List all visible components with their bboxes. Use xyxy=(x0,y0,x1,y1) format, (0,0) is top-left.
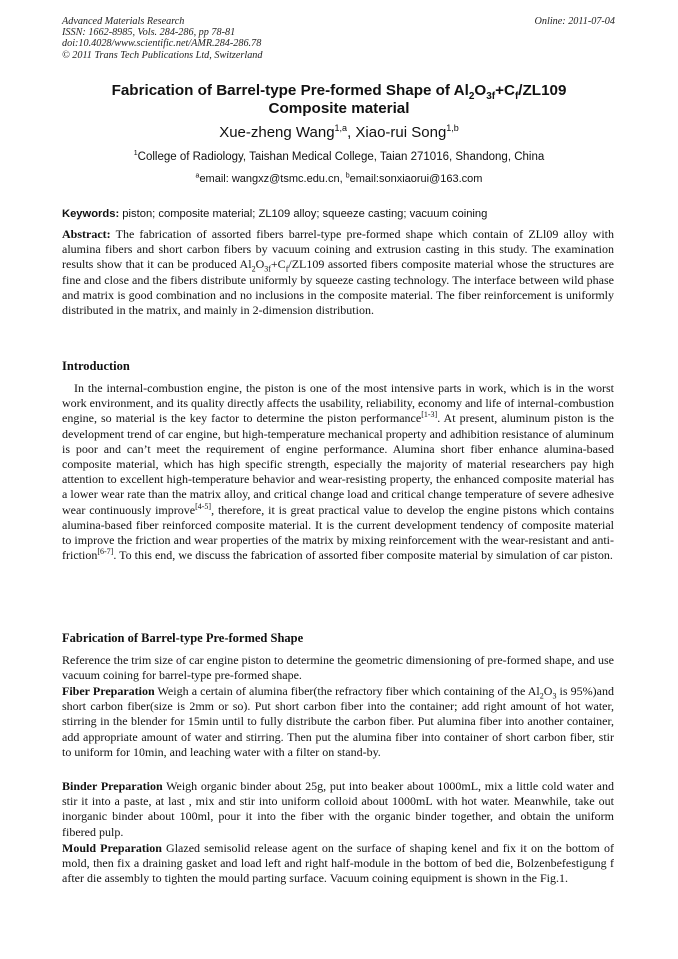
issn-line: ISSN: 1662-8985, Vols. 284-286, pp 78-81 xyxy=(62,27,236,39)
introduction-heading: Introduction xyxy=(62,359,130,373)
author-2: Xiao-rui Song xyxy=(355,124,447,141)
mould-preparation-label: Mould Preparation xyxy=(62,841,162,855)
keywords-label: Keywords: xyxy=(62,208,120,220)
introduction-paragraph: In the internal-combustion engine, the piston is one of the most intensive parts in work, which is in the worst work environment, and its quality directly affects the usability, reliability, economy and life of internal-combustion engine, so material is the key factor to determine the piston performance[1-3]. At present, aluminum piston is the development trend of car engine, but high-temperature mechanical property and adhibition resistance of aluminum is poor and can’t meet the requirement of engine performance. Alumina short fiber enhance alumina-based composite material, which has high specific strength, especially the majority of material researchers pay high attention to excellent high-temperature behavior and wear-resisting property, the enhanced composite material has a lower wear rate than the matrix alloy, and critical change load and critical change temperature of severe adhesive wear continuously improve[4-5], therefore, it is great practical value to develop the engine pistons which contains alumina-based fiber reinforced composite material. It is the current development tendency of composite material to improve the friction and wear properties of the matrix by mixing reinforcement with the wear-resistant and anti-friction[6-7]. To this end, we discuss the fabrication of assorted fiber composite material by simulation of car piston. xyxy=(62,381,615,563)
author-emails: $^a$email: wangxz@tsmc.edu.cn, $^b$email:sonxiaorui@163.com xyxy=(195,172,483,185)
copyright-line: © 2011 Trans Tech Publications Ltd, Switzerland xyxy=(62,49,263,61)
journal-header xyxy=(62,16,262,61)
fabrication-intro: Reference the trim size of car engine piston to determine the geometric dimensioning of pre-formed shape, and use vacuum coining for barrel-type pre-formed shape. xyxy=(62,653,614,683)
online-date: Online: 2011-07-04 xyxy=(534,16,615,27)
affiliation: $^1$College of Radiology, Taishan Medical College, Taian 271016, Shandong, China xyxy=(133,150,545,163)
binder-preparation-paragraph: Binder Preparation Weigh organic binder about 25g, put into beaker about 1000mL, mix a little cold water and stir it into a paste, at last , mix and stir into uniform colloid about 1000mL with hot water. Meanwhile, take out inorganic binder about 100ml, pour it into the fiber with the organic binder together, and obtain the uniform fibered pulp. xyxy=(62,779,615,839)
fabrication-heading: Fabrication of Barrel-type Pre-formed Shape xyxy=(62,631,304,645)
journal-name: Advanced Materials Research xyxy=(62,16,185,27)
fiber-preparation-label: Fiber Preparation xyxy=(62,684,155,698)
title-line-1: Fabrication of Barrel-type Pre-formed Shape of $Al_2O_{3f}+C_f/ZL109$ xyxy=(111,82,567,103)
fiber-preparation-paragraph: Fiber Preparation Weigh a certain of alumina fiber(the refractory fiber which containing of the $Al_2O_3$ is 95%)and short carbon fiber(size is 2mm or so). Put short carbon fiber into the container; add right amount of hot water, stirring in the blender for 15min until to fully distribute the carbon fiber. Put alumina fiber into another container, add appropriate amount of water and stirring. Then put the alumina fiber into container of short carbon fiber, stir to uniform for 10min, and leaching water with a filter on stand-by. xyxy=(62,684,614,759)
authors: Xue-zheng Wang$^{1,a}$, Xiao-rui Song$^{1,b}$ xyxy=(219,123,459,141)
author-1: Xue-zheng Wang xyxy=(219,124,335,141)
mould-preparation-paragraph: Mould Preparation Glazed semisolid release agent on the surface of shaping kenel and fix it on the bottom of mold, then fix a draining gasket and load left and right half-module in the bottom of bed die, Bolzenbefestigung f after die assembly to tighten the mould parting surface. Vacuum coining equipment is shown in the Fig.1. xyxy=(62,841,615,886)
binder-preparation-label: Binder Preparation xyxy=(62,779,163,793)
keywords: Keywords: piston; composite material; ZL109 alloy; squeeze casting; vacuum coining xyxy=(62,208,488,220)
doi-line: doi:10.4028/www.scientific.net/AMR.284-286.78 xyxy=(62,38,262,50)
paper-title xyxy=(62,82,616,118)
title-line-2: Composite material xyxy=(268,100,410,117)
abstract-label: Abstract: xyxy=(62,227,111,241)
abstract: Abstract: The fabrication of assorted fibers barrel-type pre-formed shape which contain of ZLl09 alloy with alumina fibers and short carbon fibers by vacuum coining and extrusion casting in this study. The examination results show that it can be produced $Al_2O_{3f}+C_f/ZL109$ assorted fibers composite material whose the structures are fine and close and the fibers distribute uniformly by squeeze casting technology. The interface between wild phase and matrix is good combination and no inclusions in the composite material. The fiber reinforcement is uniformly distributed in the matrix, and mainly in 2-dimension distribution. xyxy=(62,227,614,318)
